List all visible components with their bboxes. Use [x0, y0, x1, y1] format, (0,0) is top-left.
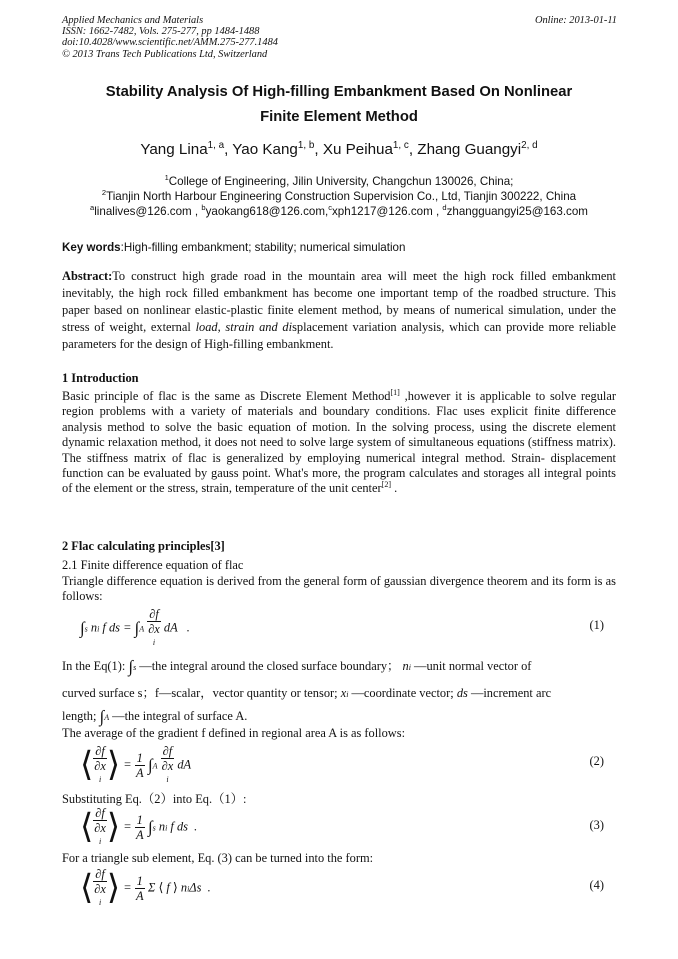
email[interactable]: xph1217@126.com ,: [332, 205, 440, 218]
equation-number: (4): [589, 878, 604, 892]
citation[interactable]: [2]: [381, 480, 392, 490]
email-list: $^a$linalives@126.com , $^b$yaokang618@126.com,$^c$xph1217@126.com , $^d$zhangguangyi25@163.com: [90, 203, 588, 218]
online-date: Online: 2013-01-11: [534, 15, 617, 26]
author: Yao Kang$^{1, b}$: [232, 139, 315, 158]
copyright: © 2013 Trans Tech Publications Ltd, Switzerland: [62, 48, 268, 60]
paragraph: curved surface s；f—scalar，vector quantity or tensor; xi —coordinate vector; ds —increment arc: [62, 686, 552, 700]
email[interactable]: linalives@126.com ,: [94, 205, 199, 218]
paragraph: Substituting Eq.（2）into Eq.（1）:: [62, 792, 247, 806]
intro-paragraph: Basic principle of flac is the same as Discrete Element Method[1] ,however it is applicable to solve regular region problems with a variety of materials and boundary conditions. Flac uses explicit finite difference analysis method to solve the basic equation of motion. In the solving process, using the discrete element dynamic relaxation method, it does not need to solve large system of simultaneous equations (stiffness matrix). The stiffness matrix of flac is generalized by employing numerical integral method. Strain- displacement function can be evaluated by gauss point. What's more, the program calculates and storages all integral points of the element or the stress, strain, temperature of the unit center[2] .: [62, 387, 616, 496]
author: Yang Lina$^{1, a}$: [140, 139, 225, 158]
paper-title: Stability Analysis Of High-filling Embankment Based On Nonlinear Finite Element Method: [105, 84, 573, 125]
affiliations: [62, 174, 616, 219]
paragraph: In the Eq(1): ∫s —the integral around the closed surface boundary； ni —unit normal vector of: [62, 657, 532, 677]
journal-name: Applied Mechanics and Materials: [62, 15, 204, 26]
section-heading: 1 Introduction: [62, 371, 139, 385]
author: Xu Peihua$^{1, c}$: [322, 139, 409, 158]
paragraph: Triangle difference equation is derived from the general form of gaussian divergence theorem and its form is as follows:: [62, 574, 616, 604]
paragraph: For a triangle sub element, Eq. (3) can be turned into the form:: [62, 851, 374, 865]
author-list: Yang Lina$^{1, a}$, Yao Kang$^{1, b}$, Xu Peihua$^{1, c}$, Zhang Guangyi$^{2, d}$: [140, 139, 538, 158]
equation-number: (2): [589, 754, 604, 768]
issn: ISSN: 1662-7482, Vols. 275-277, pp 1484-1488: [62, 26, 260, 38]
abstract: Abstract:To construct high grade road in the mountain area will meet the high rock filled embankment inevitably, the high rock filled embankment has become one important temp of the roadbed structure. This paper based on nonlinear elastic-plastic finite element method, by means of numerical simulation, under the stress of weight, external load, strain and displacement variation analysis, which can provide more reliable parameters for the design of High-filling embankment.: [62, 269, 617, 351]
equation-4: ⟨ ∂f ∂x i ⟩ = $\frac{1}{A}$ Σ ⟨ f ⟩ niΔs .: [80, 867, 211, 907]
email[interactable]: zhangguangyi25@163.com: [446, 205, 588, 218]
equation-number: (1): [589, 618, 604, 632]
equation-1: ∫s ni f ds = ∫A ∂f ∂x i dA .: [80, 607, 190, 647]
equation-2: ⟨ ∂f ∂x i ⟩ = $\frac{1}{A}$ ∫A ∂f ∂x i dA: [80, 744, 192, 784]
equation-number: (3): [589, 818, 604, 832]
citation[interactable]: [1]: [390, 387, 400, 397]
equation-3: ⟨ ∂f ∂x i ⟩ = $\frac{1}{A}$ ∫s ni f ds .: [80, 806, 198, 846]
affiliation-1: $^1$College of Engineering, Jilin University, Changchun 130026, China;: [164, 173, 514, 188]
subsection-heading: 2.1 Finite difference equation of flac: [62, 558, 244, 572]
author: Zhang Guangyi$^{2, d}$: [417, 139, 538, 158]
section-heading: 2 Flac calculating principles[3]: [62, 539, 225, 553]
keywords: Key words:High-filling embankment; stability; numerical simulation: [62, 241, 406, 254]
doi[interactable]: doi:10.4028/www.scientific.net/AMM.275-277.1484: [62, 37, 278, 49]
paragraph: The average of the gradient f defined in regional area A is as follows:: [62, 726, 406, 740]
paragraph: length; ∫A —the integral of surface A.: [62, 707, 248, 726]
email[interactable]: yaokang618@126.com,: [205, 205, 329, 218]
affiliation-2: $^2$Tianjin North Harbour Engineering Construction Supervision Co., Ltd, Tianjin 300222, China: [101, 188, 577, 203]
